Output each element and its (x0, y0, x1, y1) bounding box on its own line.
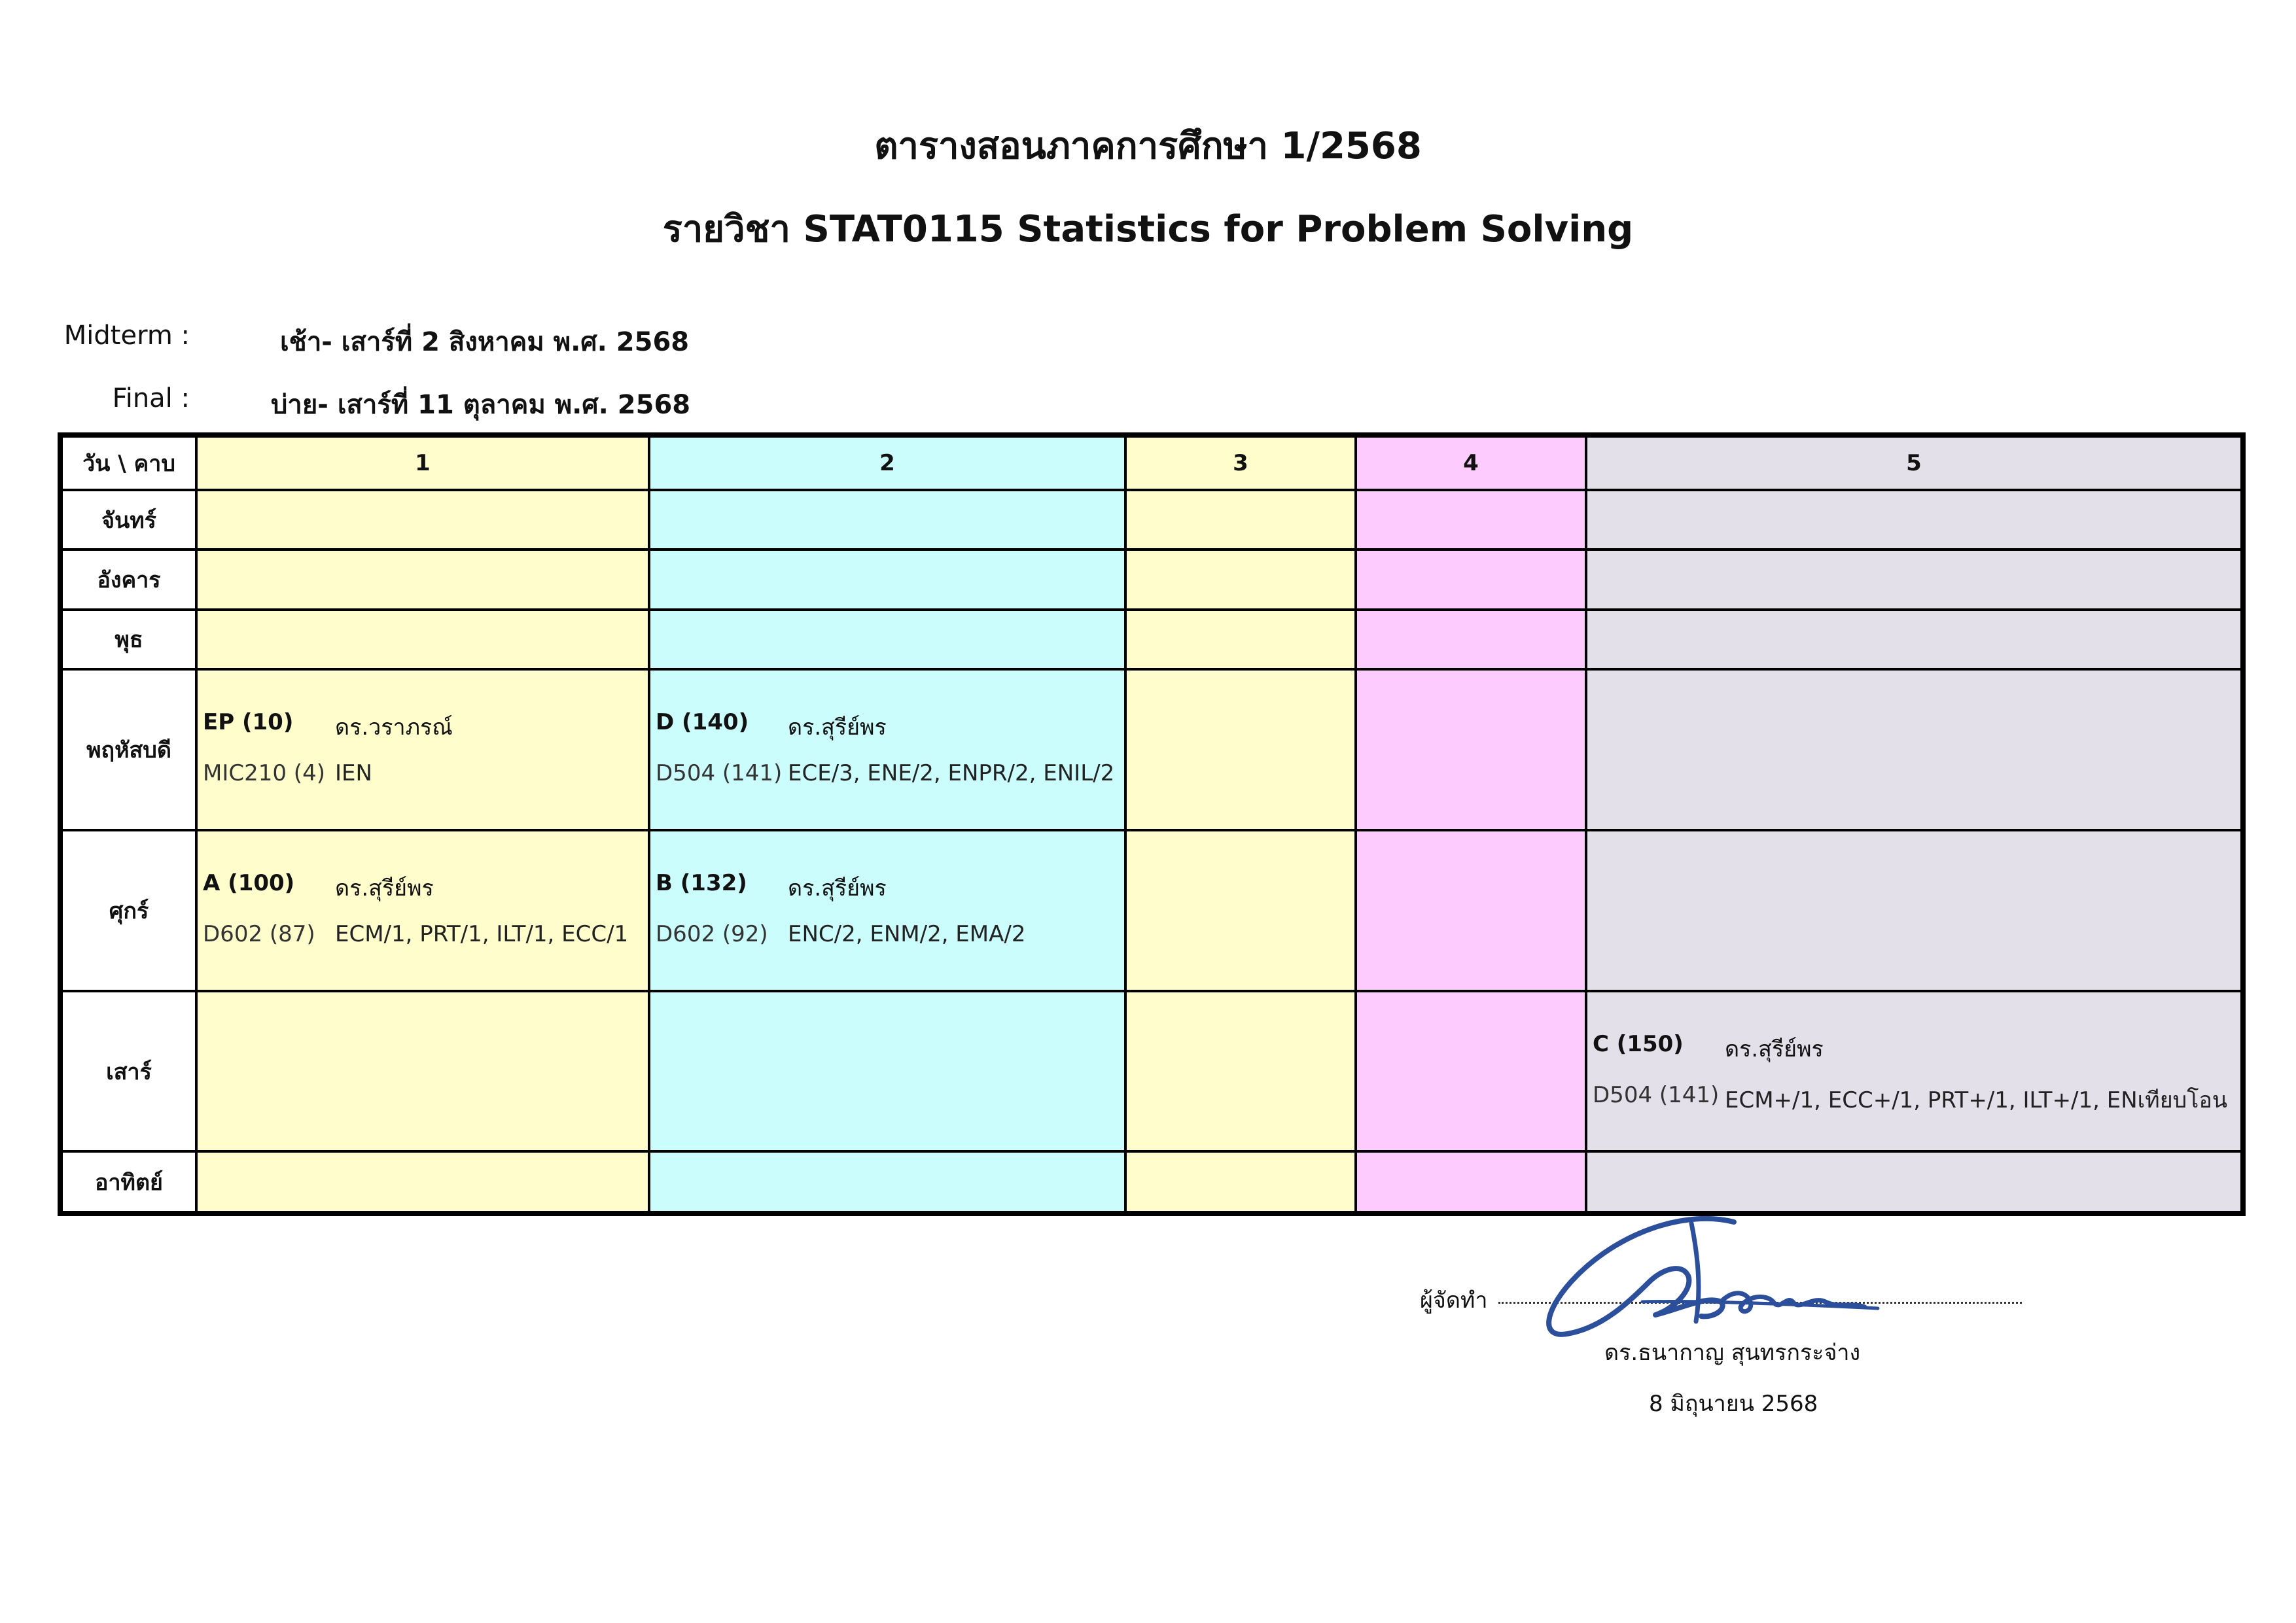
room-code: MIC210 (4) (203, 760, 325, 786)
day-label: พุธ (60, 610, 196, 669)
class-entry (650, 861, 1124, 960)
section-code: D (140) (656, 709, 749, 735)
day-label: อาทิตย์ (60, 1151, 196, 1213)
class-entry (198, 861, 648, 960)
slot-cell (1125, 550, 1356, 609)
day-row-thu (60, 669, 2243, 830)
day-label: พฤหัสบดี (60, 669, 196, 830)
room-code: D504 (141) (656, 760, 783, 786)
class-entry (650, 700, 1124, 799)
day-row-fri (60, 830, 2243, 991)
day-label: อังคาร (60, 550, 196, 609)
slot-cell (196, 991, 649, 1152)
slot-cell (196, 1151, 649, 1213)
period-header-2: 2 (649, 435, 1125, 490)
teacher-name: ดร.สุรีย์พร (788, 875, 887, 901)
corner-header: วัน \ คาบ (60, 435, 196, 490)
period-header-1: 1 (196, 435, 649, 490)
final-label: Final : (112, 383, 190, 413)
period-header-5: 5 (1586, 435, 2243, 490)
room-code: D602 (92) (656, 920, 768, 947)
slot-cell (1125, 490, 1356, 550)
day-row-sat (60, 991, 2243, 1152)
period-header-4: 4 (1356, 435, 1586, 490)
day-row-sun (60, 1151, 2243, 1213)
slot-cell (649, 490, 1125, 550)
prepared-by-label: ผู้จัดทำ (1420, 1287, 1488, 1314)
slot-cell-fri-1 (196, 830, 649, 991)
slot-cell (1125, 669, 1356, 830)
section-code: A (100) (203, 869, 295, 896)
schedule-table (58, 432, 2246, 1216)
class-entry (1587, 1022, 2240, 1121)
slot-cell (1356, 610, 1586, 669)
section-code: B (132) (656, 869, 747, 896)
slot-cell (1356, 991, 1586, 1152)
slot-cell (1125, 1151, 1356, 1213)
day-row-wed (60, 610, 2243, 669)
header-row (60, 435, 2243, 490)
course-subtitle: รายวิชา STAT0115 Statistics for Problem Solving (662, 208, 1634, 251)
slot-cell (1125, 830, 1356, 991)
student-groups: IEN (335, 760, 372, 786)
student-groups: ECE/3, ENE/2, ENPR/2, ENIL/2 (788, 760, 1115, 786)
midterm-date: เช้า- เสาร์ที่ 2 สิงหาคม พ.ศ. 2568 (280, 327, 690, 357)
slot-cell (1356, 669, 1586, 830)
teacher-name: ดร.สุรีย์พร (335, 875, 434, 901)
room-code: D602 (87) (203, 920, 315, 947)
slot-cell-thu-2 (649, 669, 1125, 830)
teacher-name: ดร.สุรีย์พร (788, 714, 887, 741)
slot-cell (1586, 490, 2243, 550)
class-entry (198, 700, 648, 799)
page-title: ตารางสอนภาคการศึกษา 1/2568 (874, 125, 1422, 167)
sign-date: 8 มิถุนายน 2568 (1649, 1391, 1818, 1417)
teacher-name: ดร.วราภรณ์ (335, 714, 453, 741)
student-groups: ECM/1, PRT/1, ILT/1, ECC/1 (335, 920, 629, 947)
slot-cell (649, 610, 1125, 669)
student-groups: ENC/2, ENM/2, EMA/2 (788, 920, 1026, 947)
slot-cell (649, 1151, 1125, 1213)
day-row-mon (60, 490, 2243, 550)
section-code: C (150) (1593, 1030, 1684, 1057)
slot-cell-thu-1 (196, 669, 649, 830)
slot-cell (1586, 610, 2243, 669)
signer-name: ดร.ธนากาญ สุนทรกระจ่าง (1604, 1340, 1861, 1366)
day-label: ศุกร์ (60, 830, 196, 991)
slot-cell (1125, 610, 1356, 669)
slot-cell (649, 991, 1125, 1152)
day-row-tue (60, 550, 2243, 609)
final-date: บ่าย- เสาร์ที่ 11 ตุลาคม พ.ศ. 2568 (271, 390, 691, 420)
slot-cell (1356, 830, 1586, 991)
slot-cell (1586, 550, 2243, 609)
slot-cell (1356, 550, 1586, 609)
midterm-label: Midterm : (63, 321, 190, 351)
period-header-3: 3 (1125, 435, 1356, 490)
slot-cell (196, 550, 649, 609)
slot-cell (196, 490, 649, 550)
slot-cell-sat-5 (1586, 991, 2243, 1152)
day-label: เสาร์ (60, 991, 196, 1152)
slot-cell (1356, 490, 1586, 550)
slot-cell (196, 610, 649, 669)
room-code: D504 (141) (1593, 1081, 1720, 1108)
slot-cell (1586, 830, 2243, 991)
day-label: จันทร์ (60, 490, 196, 550)
section-code: EP (10) (203, 709, 294, 735)
student-groups: ECM+/1, ECC+/1, PRT+/1, ILT+/1, ENเทียบโอน (1725, 1087, 2228, 1113)
teacher-name: ดร.สุรีย์พร (1725, 1036, 1824, 1062)
slot-cell (649, 550, 1125, 609)
slot-cell (1125, 991, 1356, 1152)
slot-cell-fri-2 (649, 830, 1125, 991)
handwritten-signature (1525, 1204, 1891, 1348)
slot-cell (1586, 669, 2243, 830)
